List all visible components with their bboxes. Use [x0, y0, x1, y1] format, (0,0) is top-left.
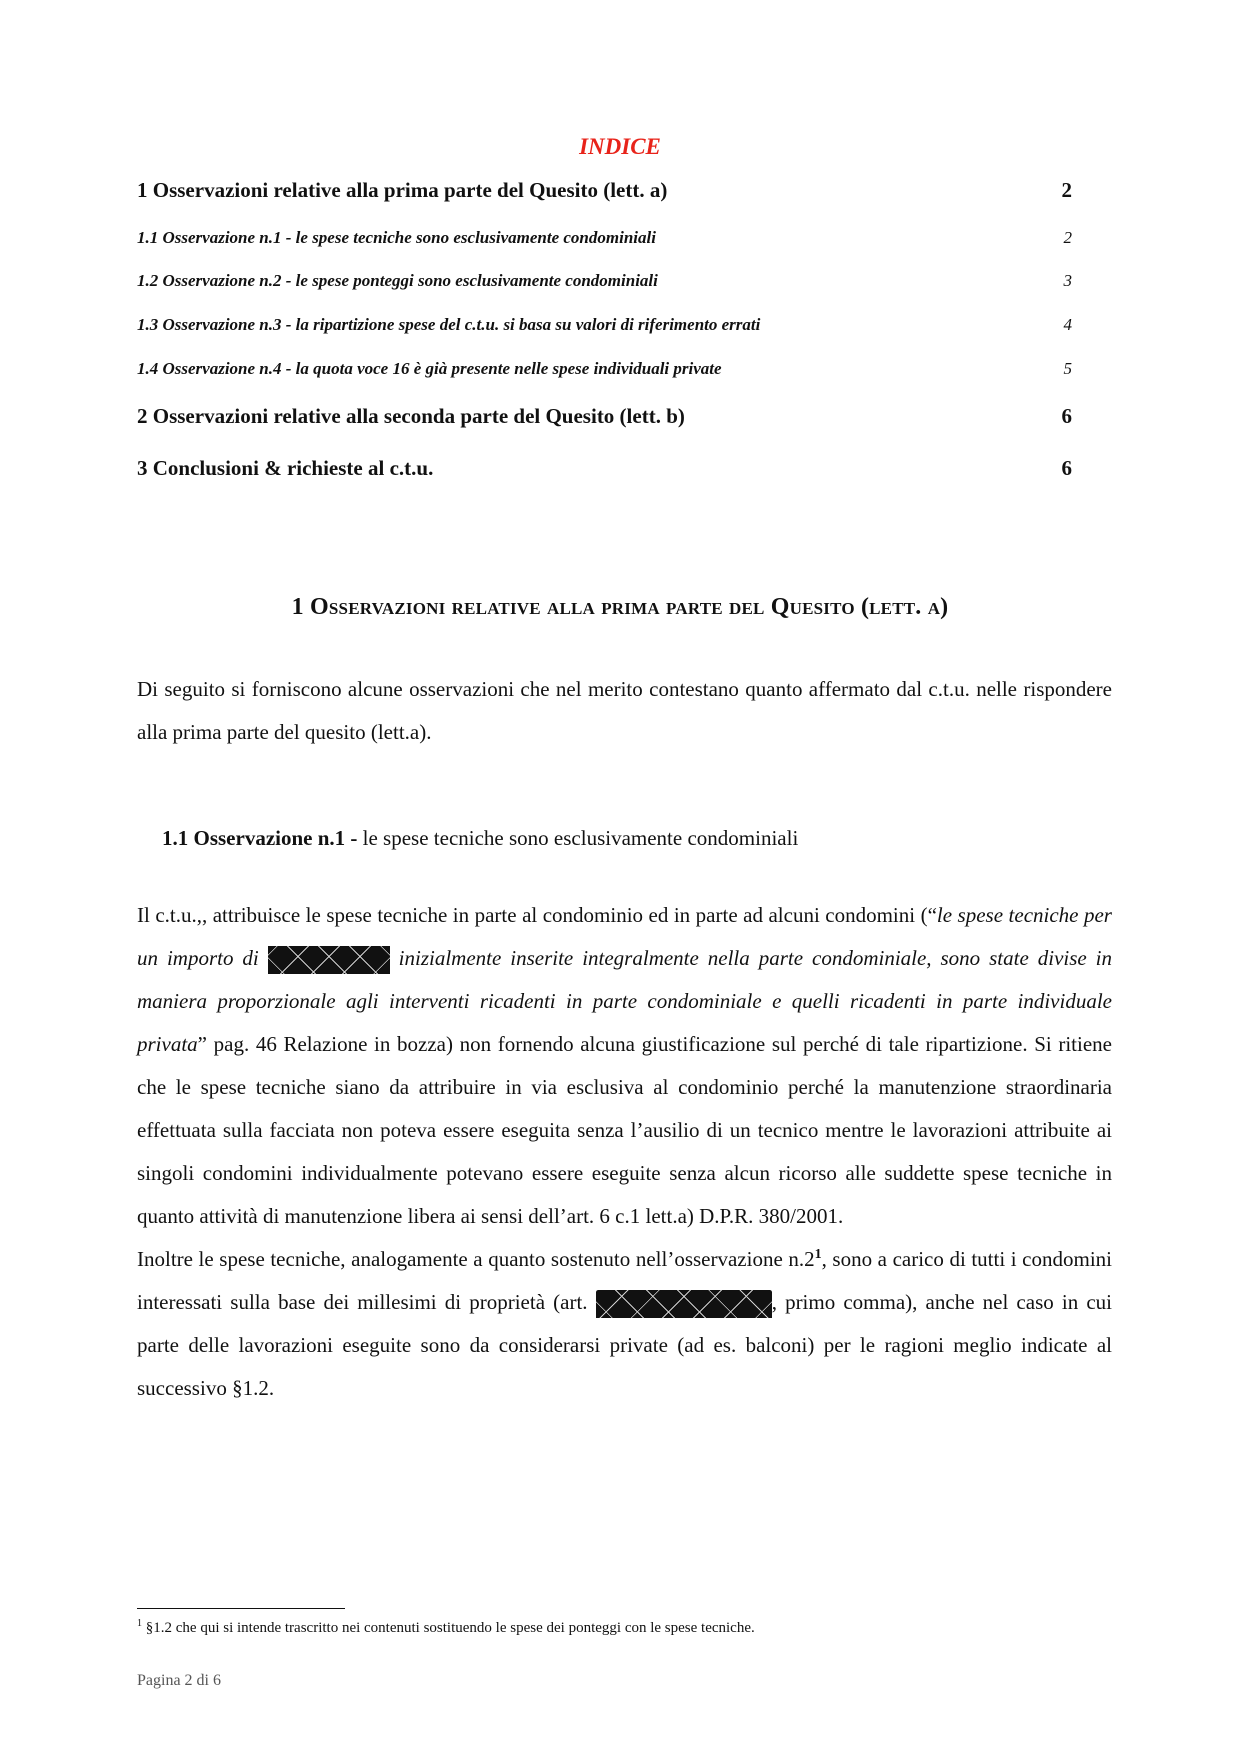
- subsection-number: 1.1 Osservazione n.1 -: [162, 826, 358, 850]
- footnote-separator: [137, 1608, 345, 1609]
- paragraph-text: , primo comma), anche nel caso in cui parte delle lavorazioni eseguite sono da considerarsi private (ad es. balconi) per le ragioni meglio indicate al successivo §1.2.: [137, 1290, 1112, 1400]
- page-number: Pagina 2 di 6: [137, 1672, 221, 1689]
- footnote: [137, 1618, 1112, 1637]
- quoted-text: inizialmente inserite integralmente nella parte condominiale, sono state divise in maniera proporzionale agli interventi ricadenti in parte condominiale e quelli ricadenti in parte individuale privata: [137, 946, 1113, 1056]
- paragraph-text: Il c.t.u.,, attribuisce le spese tecniche in parte al condominio ed in parte ad alcuni condomini (“: [137, 903, 937, 927]
- section-intro-paragraph: Di seguito si forniscono alcune osservazioni che nel merito contestano quanto affermato dal c.t.u. nelle rispondere alla prima parte del quesito (lett.a).: [137, 677, 1112, 744]
- toc-heading: INDICE: [579, 134, 661, 159]
- quoted-text: le spese tecniche per un importo di: [137, 903, 1112, 970]
- toc-entry[interactable]: [137, 315, 1072, 335]
- toc-entry[interactable]: [137, 456, 1072, 481]
- toc-entry-label: 1.3 Osservazione n.3 - la ripartizione spese del c.t.u. si basa su valori di riferimento errati: [137, 315, 761, 334]
- toc-entry[interactable]: [137, 228, 1072, 248]
- toc-entry-page: 4: [1063, 315, 1072, 334]
- toc-entry-label: 3 Conclusioni & richieste al c.t.u.: [137, 456, 434, 480]
- footnote-text: §1.2 che qui si intende trascritto nei contenuti sostituendo le spese dei ponteggi con le spese tecniche.: [142, 1620, 755, 1636]
- section-heading: 1 Osservazioni relative alla prima parte del Quesito (lett. a): [291, 594, 949, 620]
- toc-entry-page: 5: [1063, 359, 1072, 378]
- footnote-reference[interactable]: 1: [814, 1247, 822, 1262]
- toc-entry[interactable]: [137, 359, 1072, 379]
- paragraph-text: Inoltre le spese tecniche, analogamente a quanto sostenuto nell’osservazione n.2: [137, 1247, 815, 1271]
- toc-entry-label: 1.4 Osservazione n.4 - la quota voce 16 è già presente nelle spese individuali private: [137, 359, 722, 378]
- toc-entry-label: 1.2 Osservazione n.2 - le spese ponteggi sono esclusivamente condominiali: [137, 271, 658, 290]
- paragraph-text: , sono a carico di tutti i condomini interessati sulla base dei millesimi di proprietà (art.: [137, 1247, 1112, 1314]
- toc-entry[interactable]: [137, 178, 1072, 203]
- redacted-amount: [268, 946, 390, 974]
- toc-entry-page: 3: [1063, 271, 1072, 290]
- toc-entry-label: 2 Osservazioni relative alla seconda parte del Quesito (lett. b): [137, 404, 685, 428]
- toc-entry[interactable]: [137, 271, 1072, 291]
- footnote-marker: 1: [137, 1618, 142, 1629]
- toc-entry[interactable]: [137, 404, 1072, 429]
- toc-entry-label: 1.1 Osservazione n.1 - le spese tecniche sono esclusivamente condominiali: [137, 228, 656, 247]
- toc-entry-page: 2: [1063, 228, 1072, 247]
- body-paragraph: [137, 894, 1112, 1410]
- subsection-title-text: le spese tecniche sono esclusivamente condominiali: [357, 826, 799, 850]
- subsection-heading: [162, 826, 798, 851]
- toc-entry-page: 6: [1061, 456, 1072, 480]
- toc-entry-label: 1 Osservazioni relative alla prima parte del Quesito (lett. a): [137, 178, 668, 202]
- toc-entry-page: 2: [1061, 178, 1072, 202]
- toc-entry-page: 6: [1061, 404, 1072, 428]
- paragraph-text: ” pag. 46 Relazione in bozza) non fornendo alcuna giustificazione sul perché di tale ripartizione. Si ritiene che le spese tecniche siano da attribuire in via esclusiva al condominio perché la manutenzione straordinaria effettuata sulla facciata non poteva essere eseguita senza l’ausilio di un tecnico mentre le lavorazioni attribuite ai singoli condomini individualmente potevano essere eseguite senza alcun ricorso alle suddette spese tecniche in quanto attività di manutenzione libera ai sensi dell’art. 6 c.1 lett.a) D.P.R. 380/2001.: [137, 1032, 1112, 1228]
- redacted-article: [596, 1290, 772, 1318]
